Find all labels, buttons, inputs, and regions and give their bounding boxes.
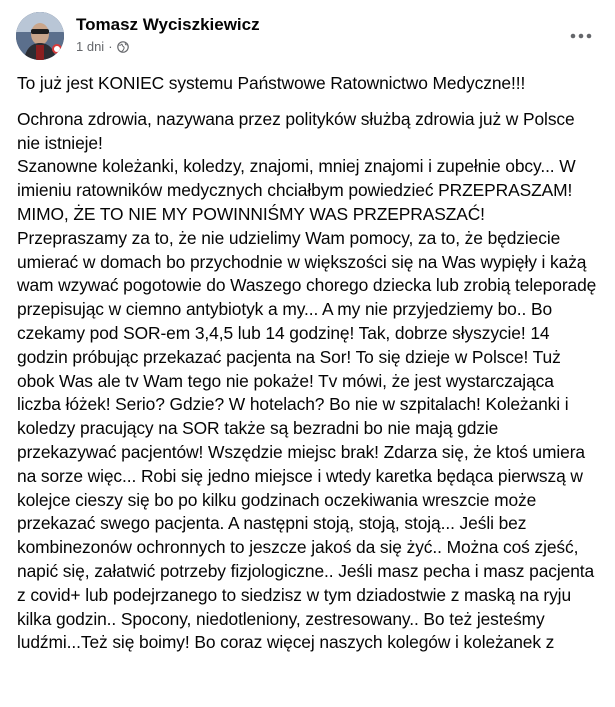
author-avatar[interactable]	[16, 12, 64, 60]
post-header	[12, 8, 605, 64]
meta-separator: ·	[108, 39, 113, 54]
more-options-icon	[570, 33, 592, 39]
post-headline: To już jest KONIEC systemu Państwowe Ratownictwo Medyczne!!!	[17, 73, 526, 93]
globe-icon[interactable]	[117, 41, 129, 53]
author-name[interactable]: Tomasz Wyciszkiewicz	[76, 15, 260, 34]
avatar-image	[16, 12, 64, 60]
post-body: Ochrona zdrowia, nazywana przez polityków służbą zdrowia już w Polsce nie istnieje! Szanowne koleżanki, koledzy, znajomi, mniej znajomi i zupełnie obcy... W imieniu ratowników medycznych chciałbym powiedzieć PRZEPRASZAM! MIMO, ŻE TO NIE MY POWINNIŚMY WAS PRZEPRASZAĆ! Przepraszamy za to, że nie udzielimy Wam pomocy, za to, że będziecie umierać w domach bo przychodnie w większości się na Was wypięły i każą wam wzywać pogotowie do Waszego chorego dziecka lub zrobią teleporadę przepisując w ciemno antybiotyk a my... A my nie przyjedziemy bo.. Bo czekamy pod SOR-em 3,4,5 lub 14 godzinę! Tak, dobrze słyszycie! 14 godzin próbując przekazać pacjenta na Sor! To się dzieje w Polsce! Tuż obok Was ale tv Wam tego nie pokaże! Tv mówi, że jest wystarczająca liczba łóżek! Serio? Gdzie? W hotelach? Bo nie w szpitalach! Koleżanki i koledzy pracujący na SOR także są bezradni bo nie mają gdzie przekazywać pacjentów! Wszędzie miejsc brak! Zdarza się, że ktoś umiera na sorze więc... Robi się jedno miejsce i wtedy karetka będąca pierwszą w kolejce cieszy się bo po kilku godzinach oczekiwania wreszcie może przekazać swego pacjenta. A następni stoją, stoją, stoją... Jeśli bez kombinezonów ochronnych to jeszcze jakoś da się żyć.. Można coś zjeść, napić się, załatwić potrzeby fizjologiczne.. Jeśli masz pecha i masz pacjenta z covid+ lub podejrzanego to siedzisz w tym dziadostwie z maską na ryju kilka godzin.. Spocony, niedotleniony, zestresowany.. Bo też jesteśmy ludźmi...Też się boimy! Bo coraz więcej naszych kolegów i koleżanek z	[17, 108, 597, 653]
post-meta	[76, 39, 129, 54]
post-content	[17, 72, 602, 655]
more-options-button[interactable]	[563, 22, 599, 50]
post-timestamp[interactable]: 1 dni	[76, 39, 105, 54]
